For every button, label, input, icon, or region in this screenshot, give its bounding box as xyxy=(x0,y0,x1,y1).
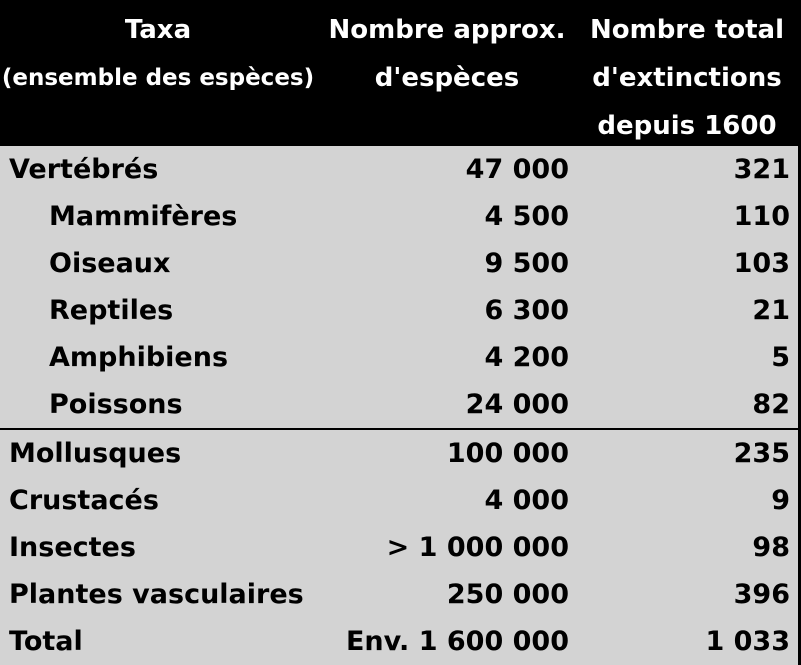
table-row xyxy=(0,146,798,193)
species-cell: 9 500 xyxy=(484,248,569,279)
extinctions-cell: 321 xyxy=(733,154,790,185)
header-taxa-subtitle: (ensemble des espèces) xyxy=(1,65,315,91)
table-row xyxy=(0,571,798,618)
table-header xyxy=(0,0,801,145)
species-cell: 47 000 xyxy=(465,154,569,185)
table-row xyxy=(0,381,798,428)
species-cell: 4 500 xyxy=(484,201,569,232)
extinctions-cell: 110 xyxy=(733,201,790,232)
species-cell: 4 000 xyxy=(484,485,569,516)
table-row xyxy=(0,430,798,477)
header-species-line2: d'espèces xyxy=(374,63,520,93)
extinctions-cell: 9 xyxy=(771,485,790,516)
species-cell: 24 000 xyxy=(465,389,569,420)
group-vertebres xyxy=(0,146,798,428)
header-taxa xyxy=(0,6,316,102)
table-row xyxy=(0,334,798,381)
species-cell: 100 000 xyxy=(446,438,569,469)
taxon-cell: Insectes xyxy=(9,532,136,563)
table-row xyxy=(0,524,798,571)
header-species xyxy=(316,6,578,102)
extinctions-cell: 235 xyxy=(733,438,790,469)
taxon-cell: Mammifères xyxy=(49,201,238,232)
taxon-cell: Poissons xyxy=(49,389,183,420)
extinctions-cell: 98 xyxy=(752,532,790,563)
table-row xyxy=(0,193,798,240)
taxon-cell: Amphibiens xyxy=(49,342,229,373)
taxon-cell: Vertébrés xyxy=(9,154,159,185)
header-extinctions-line3: depuis 1600 xyxy=(597,111,777,141)
taxon-cell: Reptiles xyxy=(49,295,174,326)
table-row xyxy=(0,618,798,665)
extinctions-cell: 5 xyxy=(771,342,790,373)
group-insectes xyxy=(0,524,798,571)
species-cell: 4 200 xyxy=(484,342,569,373)
extinctions-cell: 82 xyxy=(752,389,790,420)
extinctions-cell: 396 xyxy=(733,579,790,610)
species-cell: Env. 1 600 000 xyxy=(345,626,569,657)
taxon-cell: Mollusques xyxy=(9,438,182,469)
header-species-line1: Nombre approx. xyxy=(328,15,566,45)
header-extinctions xyxy=(578,6,796,150)
group-crustaces xyxy=(0,477,798,524)
taxon-cell: Oiseaux xyxy=(49,248,171,279)
header-extinctions-line2: d'extinctions xyxy=(592,63,782,93)
table-row xyxy=(0,240,798,287)
table-row xyxy=(0,477,798,524)
group-mollusques xyxy=(0,430,798,477)
taxon-cell: Plantes vasculaires xyxy=(9,579,304,610)
group-plantes xyxy=(0,571,798,618)
header-extinctions-line1: Nombre total xyxy=(589,15,784,45)
extinctions-cell: 103 xyxy=(733,248,790,279)
species-cell: 6 300 xyxy=(484,295,569,326)
taxon-cell: Total xyxy=(9,626,83,657)
extinctions-cell: 1 033 xyxy=(705,626,790,657)
header-taxa-title: Taxa xyxy=(124,15,192,45)
taxon-cell: Crustacés xyxy=(9,485,159,516)
group-total xyxy=(0,618,798,665)
extinctions-cell: 21 xyxy=(752,295,790,326)
table-row xyxy=(0,287,798,334)
species-cell: 250 000 xyxy=(446,579,569,610)
species-cell: > 1 000 000 xyxy=(386,532,569,563)
